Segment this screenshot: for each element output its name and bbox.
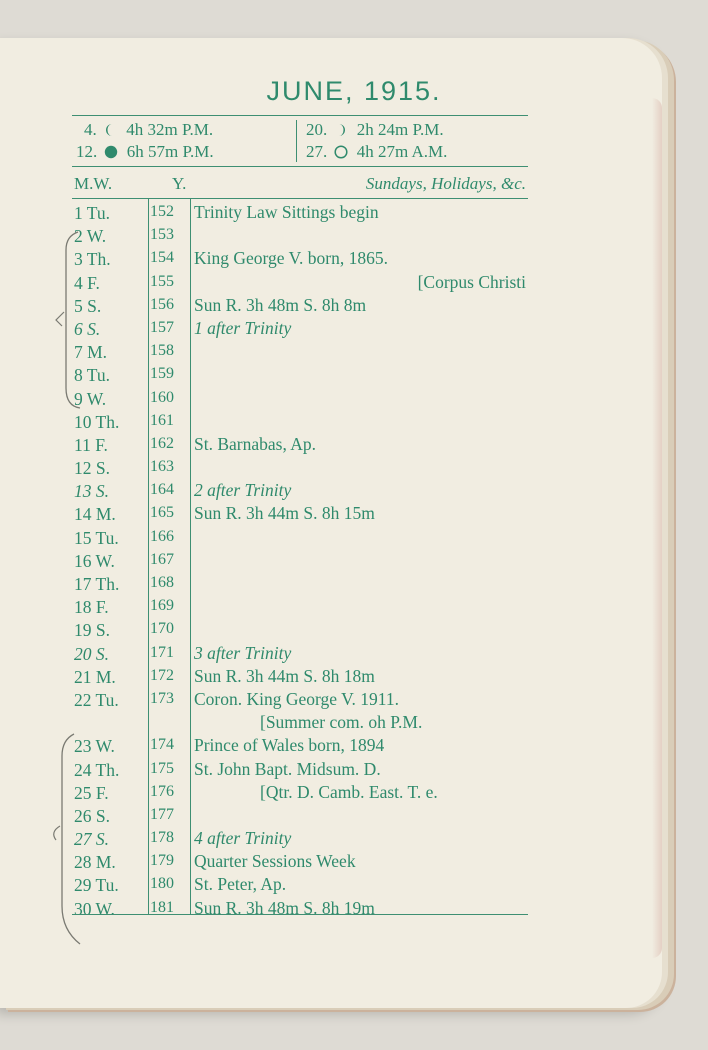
month-week-day: 28 M. [74,852,116,873]
year-day: 179 [150,852,174,870]
event-text: Prince of Wales born, 1894 [194,735,385,756]
year-day: 155 [150,272,174,290]
year-day: 152 [150,203,174,220]
moon-phase-time: 4h 32m P.M. [126,120,214,139]
year-day: 156 [150,295,174,313]
month-week-day: 19 S. [74,620,110,641]
year-day: 154 [150,249,174,267]
month-week-day: 27 S. [74,829,109,850]
event-text: 3 after Trinity [194,642,292,663]
year-day: 167 [150,550,174,568]
month-week-header: M.W. [74,174,113,193]
event-text: 2 after Trinity [194,480,292,501]
event-text: Trinity Law Sittings begin [194,202,379,222]
month-week-day: 26 S. [74,805,110,826]
year-day: 158 [150,342,174,360]
event-text: Sun R. 3h 44m S. 8h 18m [194,665,375,686]
month-week-day: 16 W. [74,550,115,571]
year-day: 160 [150,388,174,406]
year-day: 171 [150,643,174,661]
month-week-day: 20 S. [74,643,109,664]
year-day-header: Y. [172,174,187,193]
moon-phase-day: 27. [306,142,328,161]
event-text: 1 after Trinity [194,317,292,338]
year-day: 161 [150,411,174,429]
month-week-day: 8 Tu. [74,365,111,386]
year-day: 159 [150,365,174,383]
moon-phase-day: 12. [76,142,98,161]
event-text: Sun R. 3h 44m S. 8h 15m [194,503,375,524]
year-day: 157 [150,318,174,336]
month-week-day: 23 W. [74,736,115,757]
year-day: 163 [150,458,174,476]
month-week-day: 21 M. [74,666,116,687]
month-week-day: 29 Tu. [74,875,119,896]
event-text: 4 after Trinity [194,828,292,849]
month-week-day: 1 Tu. [74,203,111,223]
year-day: 176 [150,782,174,800]
month-week-day: 11 F. [74,434,108,455]
event-text: King George V. born, 1865. [194,248,388,269]
month-week-day: 5 S. [74,295,102,316]
event-text: St. Barnabas, Ap. [194,433,317,454]
month-week-day: 25 F. [74,782,109,803]
moon-phase-day: 20. [306,120,328,139]
month-week-day: 14 M. [74,504,116,525]
month-week-day: 22 Tu. [74,689,119,710]
year-day: 170 [150,620,174,638]
events-header: Sundays, Holidays, &c. [365,174,526,193]
event-text: Quarter Sessions Week [194,851,356,872]
event-text: [Corpus Christi [417,271,526,292]
moon-phase-day: 4. [84,120,97,139]
year-day: 168 [150,574,174,591]
month-week-day: 7 M. [74,342,108,363]
month-week-day: 18 F. [74,597,109,618]
month-week-day: 3 Th. [74,249,111,270]
event-text: [Qtr. D. Camb. East. T. e. [260,781,438,802]
year-day: 153 [150,226,174,244]
year-day: 175 [150,759,174,777]
event-text: Sun R. 3h 48m S. 8h 8m [194,294,367,315]
event-text: [Summer com. oh P.M. [260,712,423,733]
month-week-day: 6 S. [74,318,101,339]
year-day: 174 [150,736,174,754]
month-week-day: 17 Th. [74,574,120,594]
page-title: JUNE, 1915. [266,76,442,106]
month-week-day: 13 S. [74,481,109,502]
year-day: 164 [150,481,174,499]
month-week-day: 24 Th. [74,759,120,780]
month-week-day: 4 F. [74,272,100,293]
year-day: 177 [150,805,174,823]
moon-phase-time: 4h 27m A.M. [356,142,448,161]
year-day: 162 [150,434,174,452]
month-week-day: 2 W. [74,226,107,247]
year-day: 173 [150,689,174,707]
moon-phase-time: 2h 24m P.M. [356,120,444,139]
month-week-day: 12 S. [74,458,110,479]
year-day: 180 [150,875,174,893]
event-text: St. John Bapt. Midsum. D. [194,758,381,779]
moon-phase-time: 6h 57m P.M. [126,142,214,161]
month-week-day: 30 W. [74,898,115,919]
year-day: 169 [150,597,174,615]
year-day: 181 [150,898,174,916]
year-day: 166 [150,527,174,545]
year-day: 172 [150,666,174,684]
month-week-day: 10 Th. [74,411,120,432]
month-week-day: 9 W. [74,388,107,409]
event-text: Sun R. 3h 48m S. 8h 19m [194,897,375,918]
year-day: 165 [150,504,174,522]
month-week-day: 15 Tu. [74,527,119,548]
year-day: 178 [150,829,174,847]
event-text: Coron. King George V. 1911. [194,688,399,709]
event-text: St. Peter, Ap. [194,874,287,895]
